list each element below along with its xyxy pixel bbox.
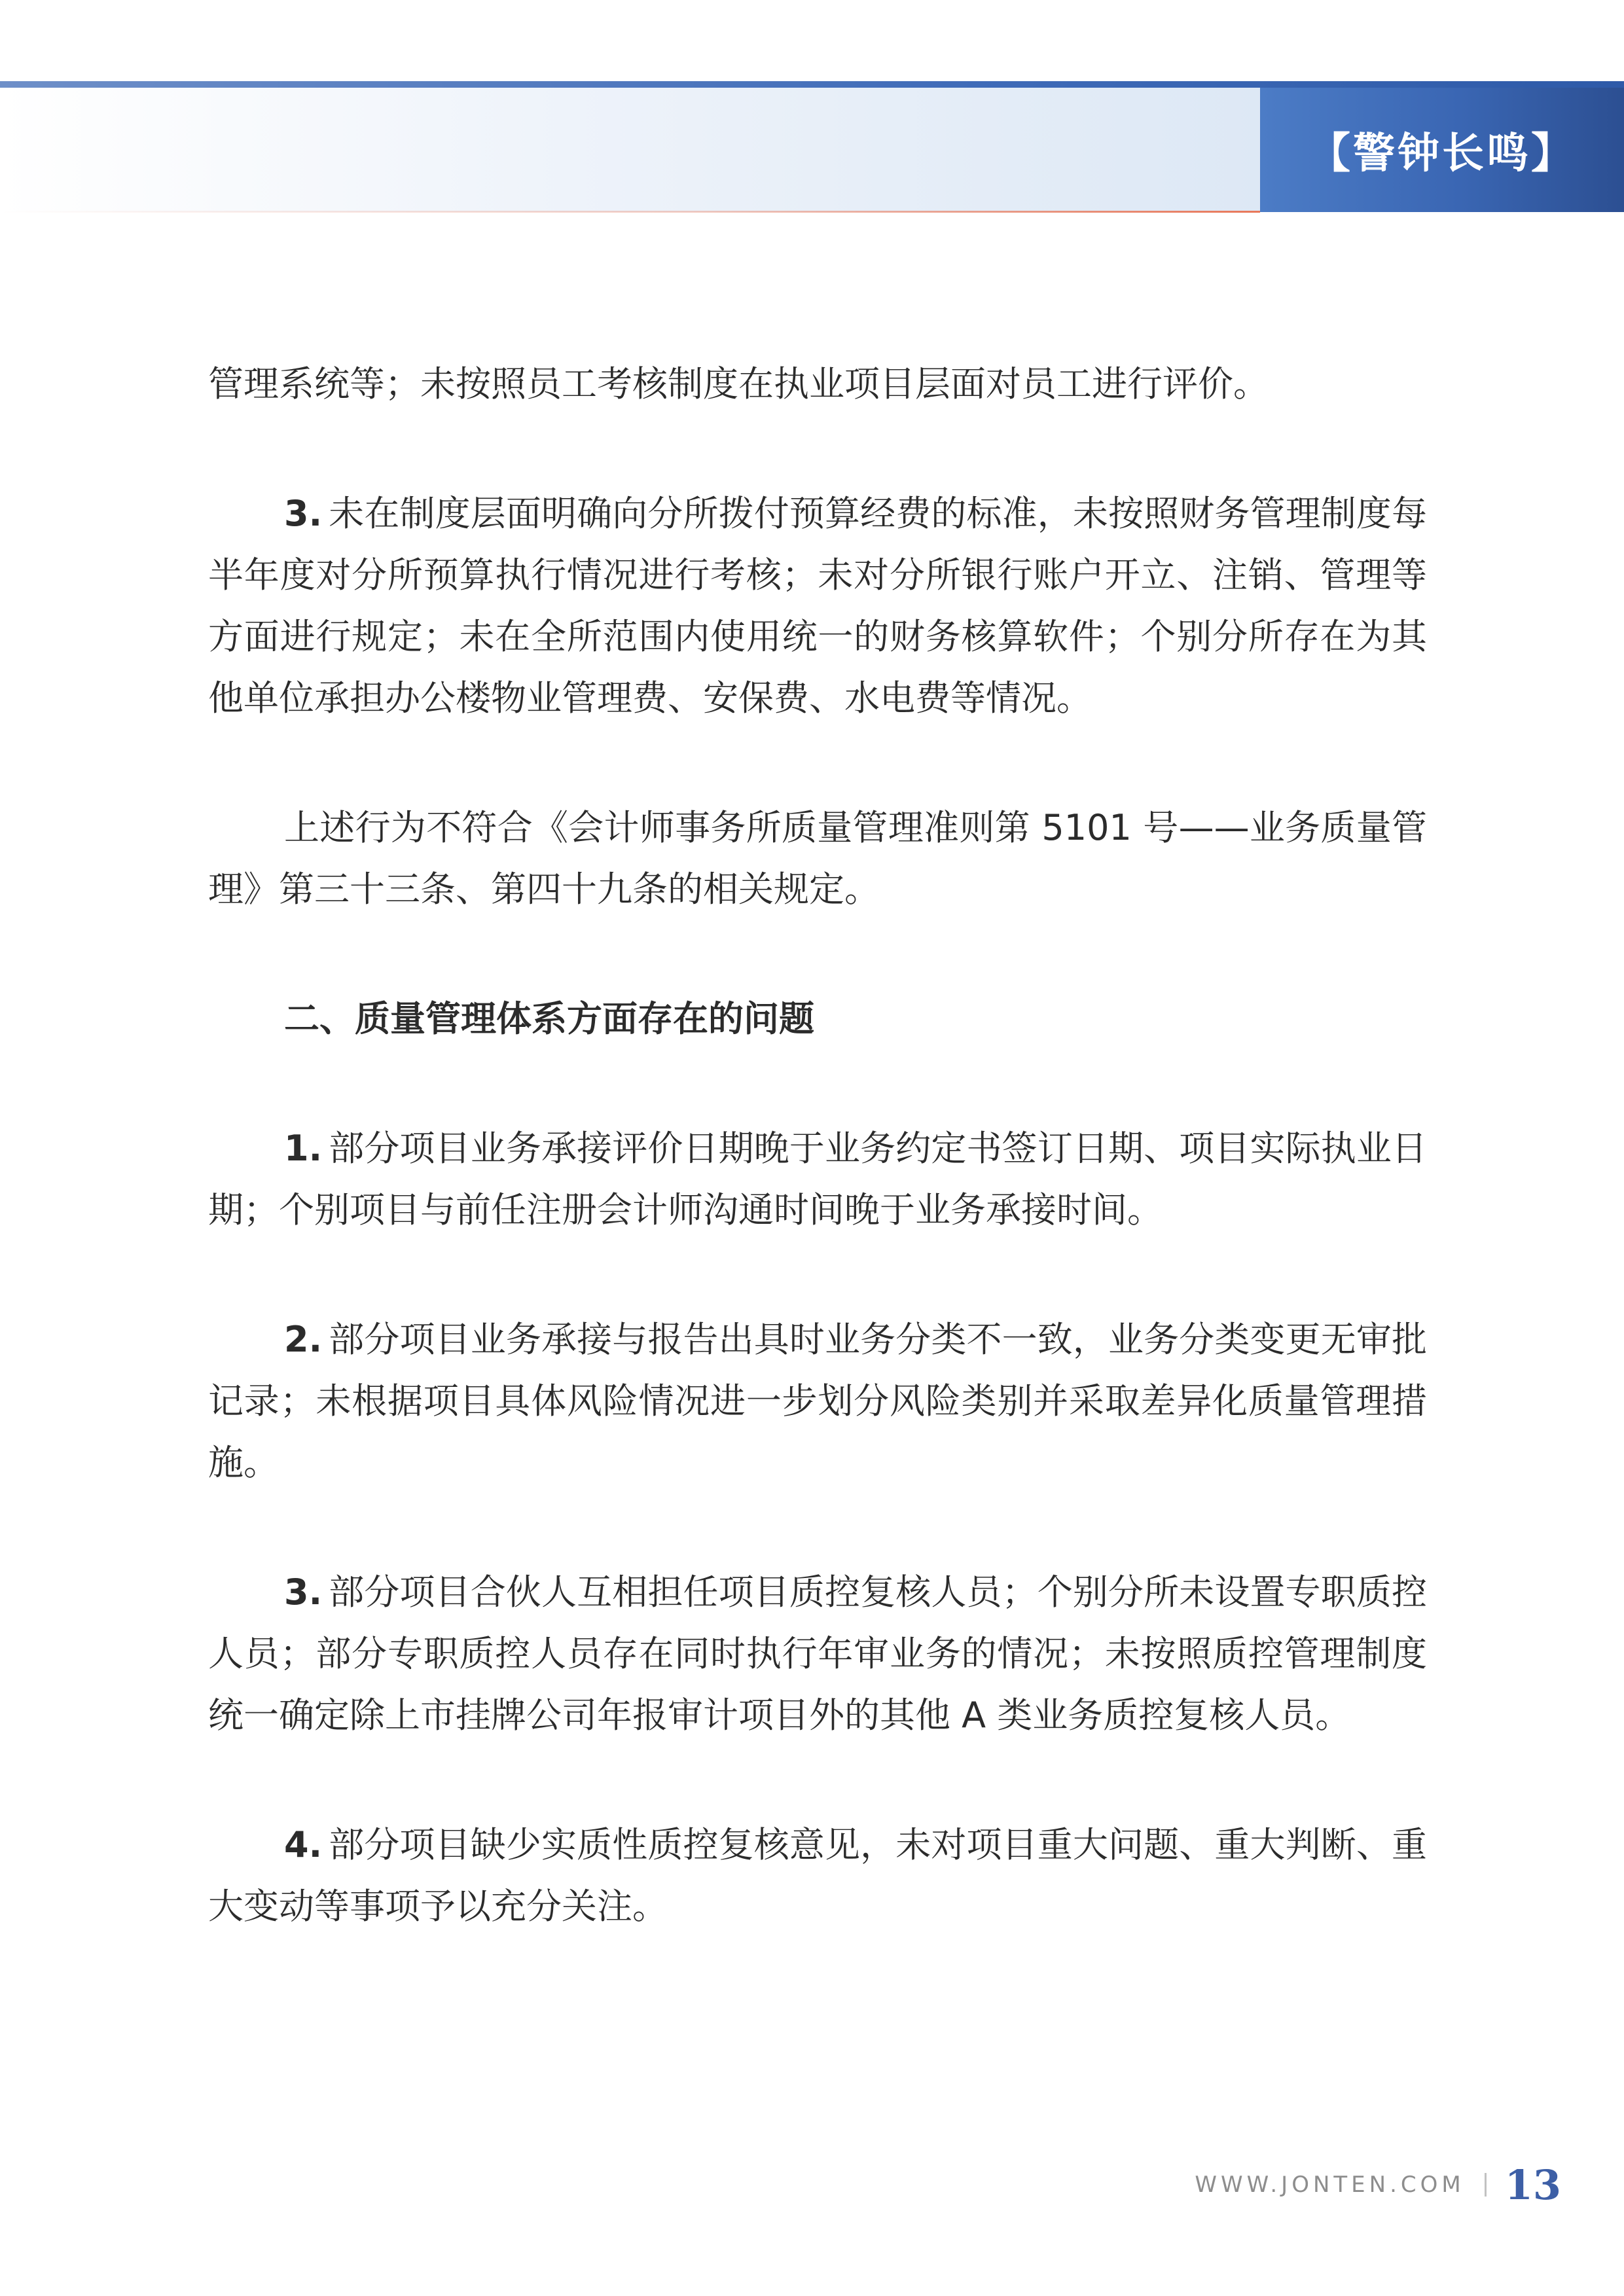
paragraph-item-3	[208, 483, 1427, 729]
paragraph-item-4	[208, 1814, 1427, 1937]
section-tag-box	[1260, 88, 1624, 212]
paragraph-text: 管理系统等；未按照员工考核制度在执业项目层面对员工进行评价。	[208, 363, 1269, 404]
paragraph-text: 未在制度层面明确向分所拨付预算经费的标准，未按照财务管理制度每半年度对分所预算执行情况进行考核；未对分所银行账户开立、注销、管理等方面进行规定；未在全所范围内使用统一的财务核算软件；个别分所存在为其他单位承担办公楼物业管理费、安保费、水电费等情况。	[208, 493, 1427, 719]
heading-text: 二、质量管理体系方面存在的问题	[284, 998, 814, 1039]
footer-divider	[1485, 2173, 1487, 2197]
paragraph-text: 部分项目合伙人互相担任项目质控复核人员；个别分所未设置专职质控人员；部分专职质控人员存在同时执行年审业务的情况；未按照质控管理制度统一确定除上市挂牌公司年报审计项目外的其他 A 类业务质控复核人员。	[208, 1571, 1427, 1736]
header-top-line	[0, 81, 1624, 88]
website-link[interactable]: WWW.JONTEN.COM	[1195, 2172, 1465, 2198]
paragraph-item-1	[208, 1118, 1427, 1241]
section-tag: 【警钟长鸣】	[1308, 129, 1576, 178]
paragraph-text: 部分项目缺少实质性质控复核意见，未对项目重大问题、重大判断、重大变动等事项予以充分关注。	[208, 1824, 1427, 1927]
paragraph-continuation	[208, 353, 1427, 415]
page-number: 13	[1504, 2161, 1561, 2209]
section-heading	[208, 988, 1427, 1050]
item-number: 3.	[284, 1571, 323, 1613]
item-number: 4.	[284, 1824, 323, 1865]
paragraph-text: 上述行为不符合《会计师事务所质量管理准则第 5101 号——业务质量管理》第三十三条、第四十九条的相关规定。	[208, 807, 1427, 910]
header-underline	[0, 211, 1260, 213]
paragraph-item-2	[208, 1309, 1427, 1494]
header-band	[0, 88, 1260, 212]
paragraph-text: 部分项目业务承接与报告出具时业务分类不一致，业务分类变更无审批记录；未根据项目具体风险情况进一步划分风险类别并采取差异化质量管理措施。	[208, 1319, 1427, 1483]
item-number: 3.	[284, 493, 323, 534]
item-number: 1.	[284, 1128, 323, 1169]
paragraph-text: 部分项目业务承接评价日期晚于业务约定书签订日期、项目实际执业日期；个别项目与前任注册会计师沟通时间晚于业务承接时间。	[208, 1128, 1427, 1230]
item-number: 2.	[284, 1319, 323, 1360]
paragraph-item-3b	[208, 1562, 1427, 1746]
page-footer	[1195, 2159, 1561, 2211]
document-body	[208, 353, 1427, 1937]
paragraph-conclusion	[208, 797, 1427, 920]
